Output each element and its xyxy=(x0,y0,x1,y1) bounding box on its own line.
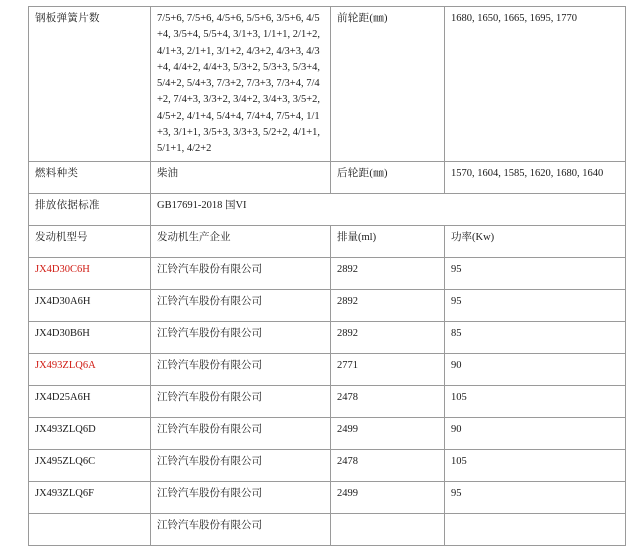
engine-table-header-row xyxy=(29,226,626,258)
engine-model: JX4D30B6H xyxy=(29,322,151,354)
engine-power: 85 xyxy=(445,322,626,354)
header-power: 功率(Kw) xyxy=(445,226,626,258)
engine-displacement: 2499 xyxy=(331,418,445,450)
engine-displacement xyxy=(331,514,445,546)
engine-displacement: 2478 xyxy=(331,450,445,482)
engine-power: 95 xyxy=(445,258,626,290)
front-track-label: 前轮距(㎜) xyxy=(331,7,445,162)
table-row xyxy=(29,418,626,450)
leaf-spring-label: 钢板弹簧片数 xyxy=(29,7,151,162)
engine-power: 95 xyxy=(445,290,626,322)
table-row-fuel xyxy=(29,162,626,194)
engine-power: 90 xyxy=(445,418,626,450)
table-row xyxy=(29,322,626,354)
engine-maker: 江铃汽车股份有限公司 xyxy=(151,482,331,514)
engine-displacement: 2892 xyxy=(331,258,445,290)
table-row-emission xyxy=(29,194,626,226)
fuel-type-label: 燃料种类 xyxy=(29,162,151,194)
table-row-leaf-spring xyxy=(29,7,626,162)
engine-power xyxy=(445,514,626,546)
engine-model: JX493ZLQ6F xyxy=(29,482,151,514)
engine-displacement: 2478 xyxy=(331,386,445,418)
table-row xyxy=(29,290,626,322)
engine-power: 90 xyxy=(445,354,626,386)
header-engine-maker: 发动机生产企业 xyxy=(151,226,331,258)
engine-maker: 江铃汽车股份有限公司 xyxy=(151,322,331,354)
engine-power: 105 xyxy=(445,386,626,418)
engine-power: 105 xyxy=(445,450,626,482)
vehicle-spec-table xyxy=(28,6,626,546)
engine-model xyxy=(29,514,151,546)
table-row xyxy=(29,482,626,514)
engine-maker: 江铃汽车股份有限公司 xyxy=(151,386,331,418)
engine-model: JX493ZLQ6D xyxy=(29,418,151,450)
engine-model: JX493ZLQ6A xyxy=(29,354,151,386)
emission-standard-value: GB17691-2018 国VI xyxy=(151,194,626,226)
emission-standard-label: 排放依据标准 xyxy=(29,194,151,226)
leaf-spring-value: 7/5+6, 7/5+6, 4/5+6, 5/5+6, 3/5+6, 4/5+4, 3/5+4, 5/5+4, 3/1+3, 1/1+1, 2/1+2, 4/1+3, 2/1+1, 3/1+2, 4/3+2, 4/3+3, 4/3+4, 4/4+2, 4/4+3, 5/3+2, 5/3+3, 5/3+4, 5/4+2, 5/4+3, 7/3+2, 7/3+3, 7/3+4, 7/4+2, 7/4+3, 3/3+2, 3/4+2, 3/4+3, 3/5+2, 4/5+2, 4/1+4, 5/4+4, 7/4+4, 7/5+4, 1/1+3, 3/1+1, 3/5+3, 3/3+3, 5/2+2, 4/1+1, 5/1+1, 4/2+2 xyxy=(151,7,331,162)
engine-model: JX495ZLQ6C xyxy=(29,450,151,482)
table-row xyxy=(29,450,626,482)
engine-displacement: 2892 xyxy=(331,322,445,354)
front-track-value: 1680, 1650, 1665, 1695, 1770 xyxy=(445,7,626,162)
engine-maker: 江铃汽车股份有限公司 xyxy=(151,514,331,546)
table-row xyxy=(29,354,626,386)
table-row xyxy=(29,386,626,418)
header-engine-model: 发动机型号 xyxy=(29,226,151,258)
engine-maker: 江铃汽车股份有限公司 xyxy=(151,354,331,386)
table-row xyxy=(29,514,626,546)
table-row xyxy=(29,258,626,290)
engine-model: JX4D25A6H xyxy=(29,386,151,418)
engine-displacement: 2499 xyxy=(331,482,445,514)
engine-model: JX4D30C6H xyxy=(29,258,151,290)
engine-displacement: 2771 xyxy=(331,354,445,386)
fuel-type-value: 柴油 xyxy=(151,162,331,194)
engine-maker: 江铃汽车股份有限公司 xyxy=(151,258,331,290)
engine-displacement: 2892 xyxy=(331,290,445,322)
rear-track-value: 1570, 1604, 1585, 1620, 1680, 1640 xyxy=(445,162,626,194)
engine-power: 95 xyxy=(445,482,626,514)
rear-track-label: 后轮距(㎜) xyxy=(331,162,445,194)
engine-maker: 江铃汽车股份有限公司 xyxy=(151,450,331,482)
header-displacement: 排量(ml) xyxy=(331,226,445,258)
engine-maker: 江铃汽车股份有限公司 xyxy=(151,418,331,450)
engine-model: JX4D30A6H xyxy=(29,290,151,322)
engine-maker: 江铃汽车股份有限公司 xyxy=(151,290,331,322)
